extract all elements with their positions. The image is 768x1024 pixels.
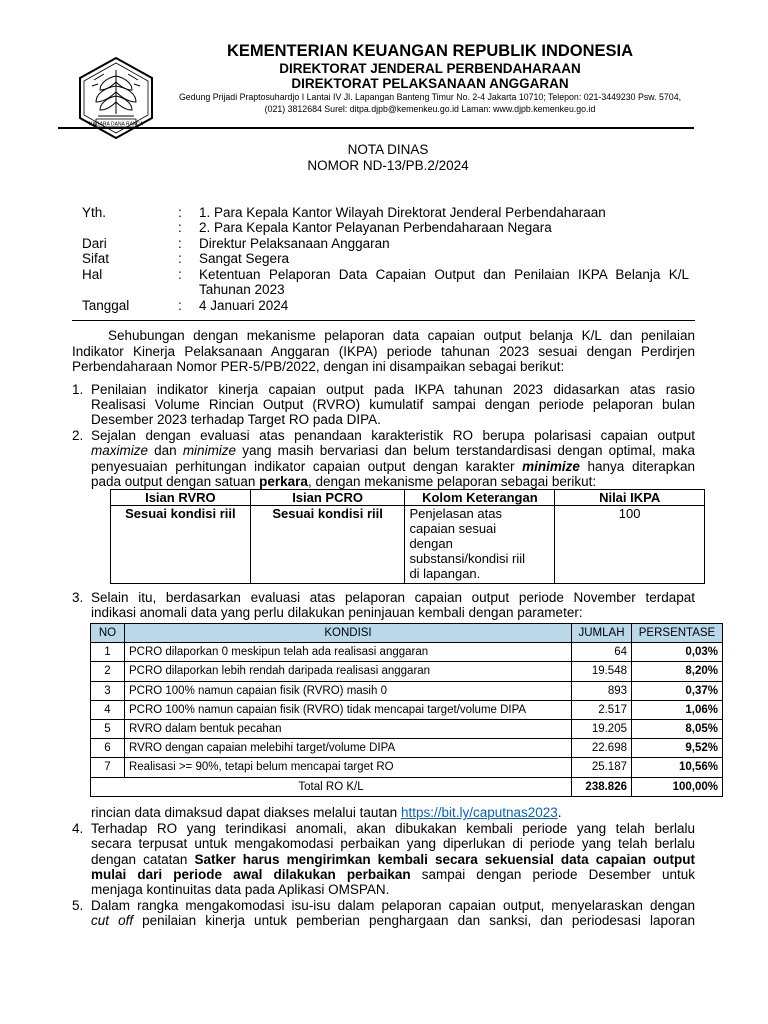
keterangan-line: capaian sesuai bbox=[409, 521, 497, 536]
item-1-line-3: Desember 2023 terhadap Target RO pada DIPA. bbox=[91, 412, 381, 427]
subject-line-2: Tahunan 2023 bbox=[199, 282, 285, 297]
row-persentase: 1,06% bbox=[632, 700, 723, 719]
data-access-end: . bbox=[557, 805, 562, 820]
cell-isian-pcro: Sesuai kondisi riil bbox=[250, 506, 405, 584]
item-4-line-4-bold: mulai dari periode awal dilakukan perbaikan bbox=[91, 867, 411, 882]
row-persentase: 0,03% bbox=[632, 643, 723, 662]
row-no: 2 bbox=[91, 662, 125, 681]
term-cut-off: cut off bbox=[91, 913, 134, 928]
item-2-line-3-b: hanya diterapkan bbox=[579, 459, 696, 474]
row-no: 7 bbox=[91, 758, 125, 777]
table-row bbox=[91, 643, 723, 662]
item-2-dan: dan bbox=[148, 443, 183, 458]
hal-colon: : bbox=[178, 267, 182, 282]
row-persentase: 10,56% bbox=[632, 758, 723, 777]
letterhead bbox=[168, 41, 692, 115]
header-isian-pcro: Isian PCRO bbox=[250, 490, 405, 506]
hal-label: Hal bbox=[82, 267, 103, 282]
item-2-line-4 bbox=[91, 474, 695, 490]
item-5-number: 5. bbox=[72, 898, 84, 913]
header-isian-rvro: Isian RVRO bbox=[111, 490, 251, 506]
row-persentase: 9,52% bbox=[632, 739, 723, 758]
total-persentase: 100,00% bbox=[632, 777, 723, 796]
row-no: 5 bbox=[91, 719, 125, 738]
row-no: 6 bbox=[91, 739, 125, 758]
sifat-colon: : bbox=[178, 251, 182, 266]
row-no: 3 bbox=[91, 681, 125, 700]
keterangan-line: Penjelasan atas bbox=[409, 506, 502, 521]
directorate-name: DIREKTORAT PELAKSANAAN ANGGARAN bbox=[291, 76, 569, 91]
item-4-line-3-a: dengan catatan bbox=[91, 852, 195, 867]
row-jumlah: 893 bbox=[572, 681, 632, 700]
intro-line-1: Sehubungan dengan mekanisme pelaporan data capaian output belanja K/L dan penilaian bbox=[108, 328, 695, 343]
urgency: Sangat Segera bbox=[199, 251, 290, 266]
item-3-line-2: indikasi anomali data yang perlu dilakukan peninjauan kembali dengan parameter: bbox=[91, 605, 583, 620]
row-kondisi: PCRO dilaporkan lebih rendah daripada realisasi anggaran bbox=[124, 662, 571, 681]
header-nilai-ikpa: Nilai IKPA bbox=[555, 490, 705, 506]
item-4-line-4 bbox=[91, 867, 695, 883]
sifat-label: Sifat bbox=[82, 251, 110, 266]
ministry-name: KEMENTERIAN KEUANGAN REPUBLIK INDONESIA bbox=[226, 42, 634, 60]
table-row bbox=[91, 700, 723, 719]
term-maximize: maximize bbox=[91, 443, 149, 458]
item-1-line-2: Realisasi Volume Rincian Output (RVRO) kumulatif sampai dengan periode pelaporan bulan bbox=[91, 397, 695, 412]
item-1-number: 1. bbox=[72, 382, 84, 397]
item-2-line-3-a: penyesuaian perhitungan indikator capaian output dengan karakter bbox=[91, 459, 523, 474]
table-row bbox=[91, 758, 723, 777]
item-3-number: 3. bbox=[72, 590, 84, 605]
row-jumlah: 25.187 bbox=[572, 758, 632, 777]
item-2-line-2-rest: yang masih bervariasi dan belum terstandardisasi dengan optimal, maka bbox=[236, 443, 696, 458]
reporting-mechanism-table bbox=[110, 489, 705, 584]
cell-isian-rvro: Sesuai kondisi riil bbox=[111, 506, 251, 584]
row-kondisi: RVRO dengan capaian melebihi target/volume DIPA bbox=[124, 739, 571, 758]
row-jumlah: 19.548 bbox=[572, 662, 632, 681]
row-kondisi: PCRO 100% namun capaian fisik (RVRO) tidak mencapai target/volume DIPA bbox=[124, 700, 571, 719]
table-row bbox=[91, 719, 723, 738]
item-2-line-1: Sejalan dengan evaluasi atas penandaan karakteristik RO berupa polarisasi capaian output bbox=[91, 428, 695, 443]
dari-label: Dari bbox=[82, 236, 107, 251]
item-4-number: 4. bbox=[72, 821, 84, 836]
total-jumlah: 238.826 bbox=[572, 777, 632, 796]
address-line-1: Gedung Prijadi Praptosuhardjo I Lantai IV Jl. Lapangan Banteng Timur No. 2-4 Jakarta 10710; Telepon: 021-3449230 Psw. 5704, bbox=[178, 92, 682, 102]
recipient-1: 1. Para Kepala Kantor Wilayah Direktorat Jenderal Perbendaharaan bbox=[199, 205, 606, 220]
item-5-line-2 bbox=[91, 913, 695, 929]
item-5-line-2-rest: penilaian kinerja untuk pemberian penghargaan dan sanksi, dan periodesasi laporan bbox=[133, 913, 695, 928]
row-kondisi: PCRO 100% namun capaian fisik (RVRO) masih 0 bbox=[124, 681, 571, 700]
total-label: Total RO K/L bbox=[91, 777, 572, 796]
document-type: NOTA DINAS bbox=[347, 142, 429, 157]
data-access-line bbox=[91, 805, 695, 821]
item-1-line-1: Penilaian indikator kinerja capaian output pada IKPA tahunan 2023 didasarkan atas rasio bbox=[91, 382, 695, 397]
item-3-line-1: Selain itu, berdasarkan evaluasi atas pelaporan capaian output periode November terdapat bbox=[91, 590, 695, 605]
item-4-line-3 bbox=[91, 852, 695, 868]
sender: Direktur Pelaksanaan Anggaran bbox=[199, 236, 390, 251]
item-5-line-1: Dalam rangka mengakomodasi isu-isu dalam pelaporan capaian output, menyelaraskan dengan bbox=[91, 898, 695, 913]
item-2-line-4-a: pada output dengan satuan bbox=[91, 474, 260, 489]
row-persentase: 0,37% bbox=[632, 681, 723, 700]
address-line-2: (021) 3812684 Surel: ditpa.djpb@kemenkeu.go.id Laman: www.djpb.kemenkeu.go.id bbox=[264, 104, 596, 114]
term-perkara: perkara bbox=[259, 474, 308, 489]
subject-line-1: Ketentuan Pelaporan Data Capaian Output dan Penilaian IKPA Belanja K/L bbox=[199, 267, 689, 282]
row-jumlah: 2.517 bbox=[572, 700, 632, 719]
intro-line-3: Perbendaharaan Nomor PER-5/PB/2022, dengan ini disampaikan sebagai berikut: bbox=[72, 359, 565, 374]
directorate-general-name: DIREKTORAT JENDERAL PERBENDAHARAAN bbox=[279, 61, 581, 76]
item-4-line-1: Terhadap RO yang terindikasi anomali, akan dibukakan kembali periode yang telah berlalu bbox=[91, 821, 695, 836]
header-no: NO bbox=[91, 624, 125, 643]
yth-colon-2: : bbox=[178, 220, 182, 235]
item-4-line-4-rest: sampai dengan periode Desember untuk bbox=[410, 867, 695, 882]
row-persentase: 8,05% bbox=[632, 719, 723, 738]
keterangan-line: di lapangan. bbox=[409, 566, 481, 581]
row-kondisi: Realisasi >= 90%, tetapi belum mencapai target RO bbox=[124, 758, 571, 777]
row-jumlah: 22.698 bbox=[572, 739, 632, 758]
item-2-line-4-b: , dengan mekanisme pelaporan sebagai berikut: bbox=[307, 474, 597, 489]
tanggal-colon: : bbox=[178, 298, 182, 313]
term-minimize-bold: minimize bbox=[522, 459, 580, 474]
keterangan-line: dengan bbox=[409, 536, 453, 551]
item-2-line-2 bbox=[91, 443, 695, 459]
row-persentase: 8,20% bbox=[632, 662, 723, 681]
cell-nilai-ikpa: 100 bbox=[555, 506, 705, 584]
caputnas-link[interactable]: https://bit.ly/caputnas2023 bbox=[400, 805, 558, 820]
item-4-line-5: menjaga kontinuitas data pada Aplikasi OMSPAN. bbox=[91, 882, 390, 897]
yth-colon: : bbox=[178, 205, 182, 220]
intro-line-2: Indikator Kinerja Pelaksanaan Anggaran (IKPA) periode tahunan 2023 sesuai dengan Perdirjen bbox=[72, 344, 695, 359]
document-title bbox=[200, 142, 576, 174]
row-kondisi: RVRO dalam bentuk pecahan bbox=[124, 719, 571, 738]
table-row bbox=[91, 739, 723, 758]
anomaly-table bbox=[90, 623, 723, 797]
keterangan-line: substansi/kondisi riil bbox=[409, 551, 526, 566]
date: 4 Januari 2024 bbox=[199, 298, 289, 313]
table-total-row bbox=[91, 777, 723, 796]
header-persentase: PERSENTASE bbox=[632, 624, 723, 643]
item-2-number: 2. bbox=[72, 428, 84, 443]
tanggal-label: Tanggal bbox=[82, 298, 130, 313]
data-access-text: rincian data dimaksud dapat diakses melalui tautan bbox=[91, 805, 401, 820]
anomaly-table-header bbox=[91, 624, 723, 643]
recipient-2: 2. Para Kepala Kantor Pelayanan Perbendaharaan Negara bbox=[199, 220, 552, 235]
item-4-line-3-bold: Satker harus mengirimkan kembali secara sekuensial data capaian output bbox=[194, 852, 695, 867]
letterhead-divider bbox=[58, 127, 694, 129]
table-row bbox=[91, 681, 723, 700]
header-separator bbox=[72, 320, 695, 321]
row-jumlah: 64 bbox=[572, 643, 632, 662]
item-2-line-3 bbox=[91, 459, 695, 475]
document-number: NOMOR ND-13/PB.2/2024 bbox=[307, 158, 469, 173]
term-minimize: minimize bbox=[182, 443, 237, 458]
row-no: 1 bbox=[91, 643, 125, 662]
dari-colon: : bbox=[178, 236, 182, 251]
table-row bbox=[91, 662, 723, 681]
header-kolom-keterangan: Kolom Keterangan bbox=[405, 490, 555, 506]
item-4-line-2: secara terpusat untuk mengakomodasi perbaikan yang diperlukan di periode yang telah berlalu bbox=[91, 836, 695, 851]
row-jumlah: 19.205 bbox=[572, 719, 632, 738]
header-kondisi: KONDISI bbox=[124, 624, 571, 643]
header-jumlah: JUMLAH bbox=[572, 624, 632, 643]
row-kondisi: PCRO dilaporkan 0 meskipun telah ada realisasi anggaran bbox=[124, 643, 571, 662]
yth-label: Yth. bbox=[82, 205, 107, 220]
row-no: 4 bbox=[91, 700, 125, 719]
logo-caption: NAGARA DANA RAKCA bbox=[88, 121, 144, 128]
cell-keterangan bbox=[405, 506, 555, 584]
